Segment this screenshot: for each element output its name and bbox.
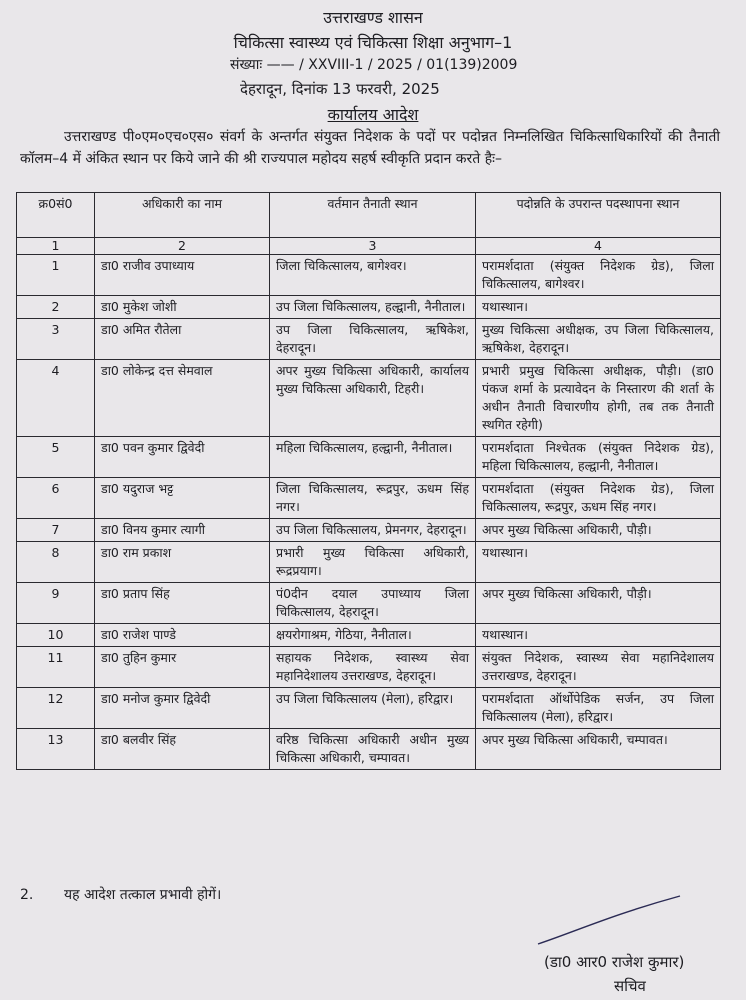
current-posting-cell: जिला चिकित्सालय, रूद्रपुर, ऊधम सिंह नगर। — [270, 478, 476, 519]
current-posting-cell: जिला चिकित्सालय, बागेश्वर। — [270, 255, 476, 296]
name-cell: डा0 बलवीर सिंह — [95, 729, 270, 770]
new-posting-cell: यथास्थान। — [476, 624, 721, 647]
name-cell: डा0 राजीव उपाध्याय — [95, 255, 270, 296]
name-cell: डा0 राम प्रकाश — [95, 542, 270, 583]
table-body — [17, 255, 721, 770]
sn-cell: 1 — [17, 255, 95, 296]
place-date: देहरादून, दिनांक 13 फरवरी, 2025 — [240, 80, 440, 98]
sn-cell: 7 — [17, 519, 95, 542]
current-posting-cell: प्रभारी मुख्य चिकित्सा अधिकारी, रूद्रप्रयाग। — [270, 542, 476, 583]
signature-mark — [534, 892, 684, 952]
table-row — [17, 624, 721, 647]
signatory-designation: सचिव — [614, 977, 646, 995]
sn-cell: 4 — [17, 360, 95, 437]
index-cell: 1 — [17, 238, 95, 255]
index-cell: 3 — [270, 238, 476, 255]
table-header-row — [17, 193, 721, 238]
table-row — [17, 319, 721, 360]
sn-cell: 12 — [17, 688, 95, 729]
new-posting-cell: यथास्थान। — [476, 542, 721, 583]
government-title: उत्तराखण्ड शासन — [323, 8, 423, 27]
new-posting-cell: परामर्शदाता निश्चेतक (संयुक्त निदेशक ग्रेड), महिला चिकित्सालय, हल्द्वानी, नैनीताल। — [476, 437, 721, 478]
intro-text: उत्तराखण्ड पी०एम०एच०एस० संवर्ग के अन्तर्गत संयुक्त निदेशक के पदों पर पदोन्नत निम्नलिखित चिकित्साधिकारियों की तैनाती कॉलम–4 में अंकित स्थान पर किये जाने की श्री राज्यपाल महोदय सहर्ष स्वीकृति प्रदान करते हैः– — [20, 129, 720, 167]
new-posting-cell: परामर्शदाता (संयुक्त निदेशक ग्रेड), जिला चिकित्सालय, बागेश्वर। — [476, 255, 721, 296]
name-cell: डा0 तुहिन कुमार — [95, 647, 270, 688]
sn-cell: 3 — [17, 319, 95, 360]
name-cell: डा0 प्रताप सिंह — [95, 583, 270, 624]
sn-cell: 6 — [17, 478, 95, 519]
current-posting-cell: उप जिला चिकित्सालय, प्रेमनगर, देहरादून। — [270, 519, 476, 542]
current-posting-cell: सहायक निदेशक, स्वास्थ्य सेवा महानिदेशालय उत्तराखण्ड, देहरादून। — [270, 647, 476, 688]
sn-cell: 10 — [17, 624, 95, 647]
sn-cell: 13 — [17, 729, 95, 770]
name-cell: डा0 पवन कुमार द्विवेदी — [95, 437, 270, 478]
table-row — [17, 296, 721, 319]
new-posting-cell: परामर्शदाता ऑर्थोपेडिक सर्जन, उप जिला चिकित्सालय (मेला), हरिद्वार। — [476, 688, 721, 729]
table-row — [17, 519, 721, 542]
new-posting-cell: अपर मुख्य चिकित्सा अधिकारी, चम्पावत। — [476, 729, 721, 770]
name-cell: डा0 राजेश पाण्डे — [95, 624, 270, 647]
current-posting-cell: उप जिला चिकित्सालय, ऋषिकेश, देहरादून। — [270, 319, 476, 360]
col-header-current: वर्तमान तैनाती स्थान — [270, 193, 476, 238]
new-posting-cell: अपर मुख्य चिकित्सा अधिकारी, पौड़ी। — [476, 583, 721, 624]
col-header-name: अधिकारी का नाम — [95, 193, 270, 238]
name-cell: डा0 मनोज कुमार द्विवेदी — [95, 688, 270, 729]
table-row — [17, 583, 721, 624]
new-posting-cell: प्रभारी प्रमुख चिकित्सा अधीक्षक, पौड़ी। (डा0 पंकज शर्मा के प्रत्यावेदन के निस्तारण की शर्ता के अधीन तैनाती विचारणीय होगी, तब तक तैनाती स्थगित रहेगी) — [476, 360, 721, 437]
name-cell: डा0 अमित रौतेला — [95, 319, 270, 360]
signatory-name: (डा0 आर0 राजेश कुमार) — [544, 953, 685, 971]
current-posting-cell: उप जिला चिकित्सालय (मेला), हरिद्वार। — [270, 688, 476, 729]
name-cell: डा0 मुकेश जोशी — [95, 296, 270, 319]
col-header-posting: पदोन्नति के उपरान्त पदस्थापना स्थान — [476, 193, 721, 238]
intro-paragraph — [20, 126, 720, 170]
current-posting-cell: क्षयरोगाश्रम, गेठिया, नैनीताल। — [270, 624, 476, 647]
paragraph-2 — [20, 885, 221, 904]
name-cell: डा0 यदुराज भट्ट — [95, 478, 270, 519]
para-text: यह आदेश तत्काल प्रभावी होगें। — [64, 887, 222, 903]
new-posting-cell: परामर्शदाता (संयुक्त निदेशक ग्रेड), जिला चिकित्सालय, रूद्रपुर, ऊधम सिंह नगर। — [476, 478, 721, 519]
sn-cell: 11 — [17, 647, 95, 688]
posting-table — [16, 192, 721, 770]
current-posting-cell: महिला चिकित्सालय, हल्द्वानी, नैनीताल। — [270, 437, 476, 478]
sn-cell: 8 — [17, 542, 95, 583]
order-number: संख्याः —— / XXVIII-1 / 2025 / 01(139)2009 — [230, 57, 518, 73]
table-row — [17, 255, 721, 296]
new-posting-cell: मुख्य चिकित्सा अधीक्षक, उप जिला चिकित्सालय, ऋषिकेश, देहरादून। — [476, 319, 721, 360]
index-cell: 4 — [476, 238, 721, 255]
table-row — [17, 478, 721, 519]
table-row — [17, 647, 721, 688]
current-posting-cell: उप जिला चिकित्सालय, हल्द्वानी, नैनीताल। — [270, 296, 476, 319]
sn-cell: 9 — [17, 583, 95, 624]
sn-cell: 2 — [17, 296, 95, 319]
col-header-sn: क्र0सं0 — [17, 193, 95, 238]
department-title: चिकित्सा स्वास्थ्य एवं चिकित्सा शिक्षा अनुभाग–1 — [233, 33, 513, 52]
current-posting-cell: अपर मुख्य चिकित्सा अधिकारी, कार्यालय मुख्य चिकित्सा अधिकारी, टिहरी। — [270, 360, 476, 437]
table-index-row — [17, 238, 721, 255]
new-posting-cell: यथास्थान। — [476, 296, 721, 319]
name-cell: डा0 लोकेन्द्र दत्त सेमवाल — [95, 360, 270, 437]
table-row — [17, 437, 721, 478]
order-title: कार्यालय आदेश — [327, 105, 419, 124]
index-cell: 2 — [95, 238, 270, 255]
table-row — [17, 729, 721, 770]
new-posting-cell: अपर मुख्य चिकित्सा अधिकारी, पौड़ी। — [476, 519, 721, 542]
table-row — [17, 542, 721, 583]
sn-cell: 5 — [17, 437, 95, 478]
current-posting-cell: वरिष्ठ चिकित्सा अधिकारी अधीन मुख्य चिकित्सा अधिकारी, चम्पावत। — [270, 729, 476, 770]
new-posting-cell: संयुक्त निदेशक, स्वास्थ्य सेवा महानिदेशालय उत्तराखण्ड, देहरादून। — [476, 647, 721, 688]
current-posting-cell: पं0दीन दयाल उपाध्याय जिला चिकित्सालय, देहरादून। — [270, 583, 476, 624]
table-row — [17, 360, 721, 437]
name-cell: डा0 विनय कुमार त्यागी — [95, 519, 270, 542]
para-number: 2. — [20, 887, 34, 903]
table-row — [17, 688, 721, 729]
